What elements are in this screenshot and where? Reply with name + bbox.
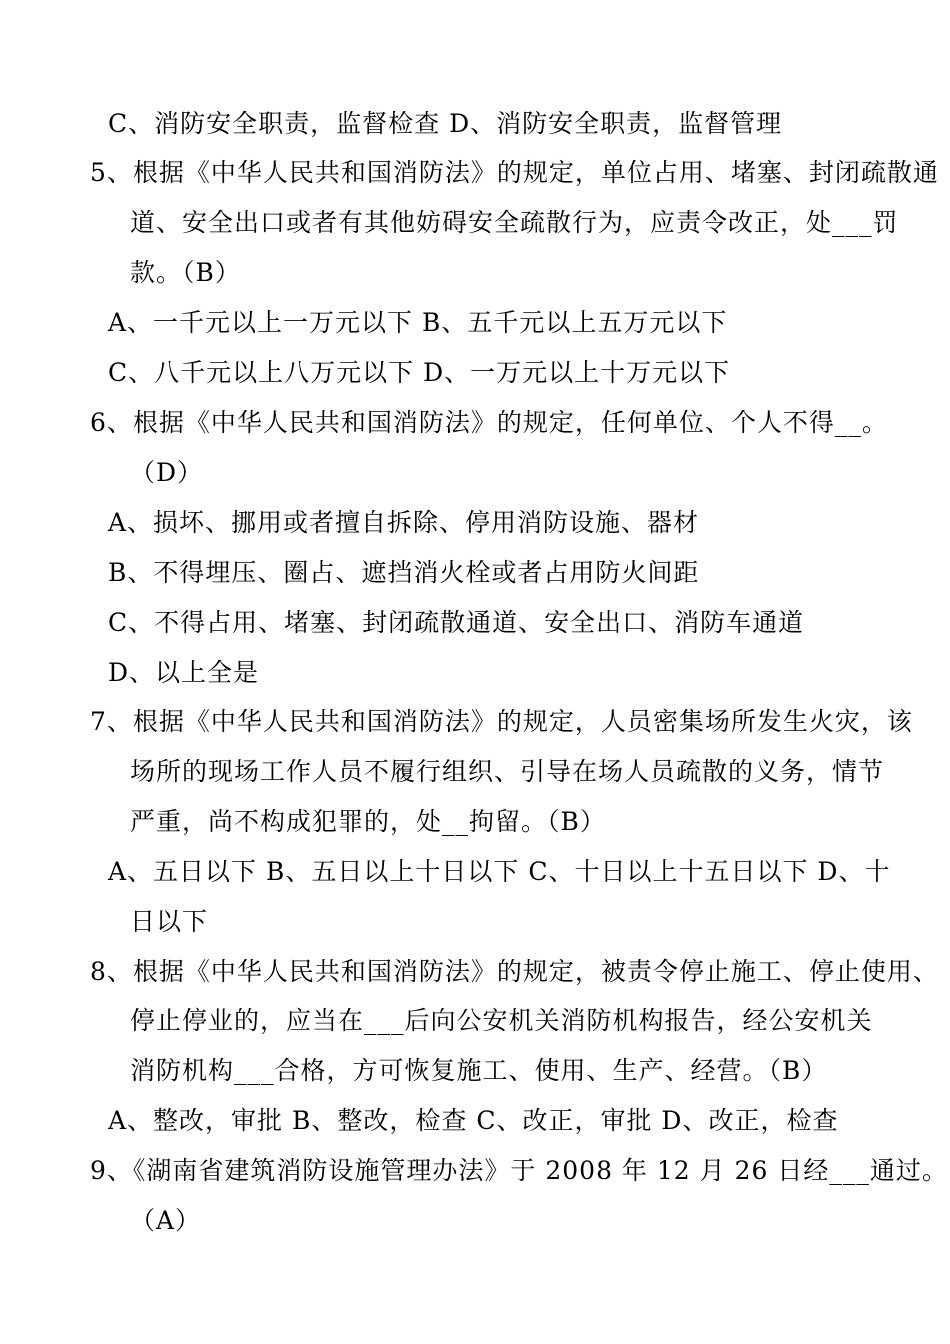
question-9-text: 9、《湖南省建筑消防设施管理办法》于 2008 年 12 月 26 日经___通过。 <box>90 1156 948 1185</box>
question-8-text: 8、根据《中华人民共和国消防法》的规定，被责令停止施工、停止使用、 <box>90 957 939 986</box>
question-7-text: 场所的现场工作人员不履行组织、引导在场人员疏散的义务，情节 <box>130 757 885 786</box>
option-line: B、不得埋压、圈占、遮挡消火栓或者占用防火间距 <box>108 558 700 587</box>
option-line: D、以上全是 <box>108 658 260 687</box>
option-line: A、损坏、挪用或者擅自拆除、停用消防设施、器材 <box>108 508 700 537</box>
option-line: C、不得占用、堵塞、封闭疏散通道、安全出口、消防车通道 <box>108 608 805 637</box>
question-6-text: （D） <box>130 458 204 487</box>
question-5-text: 道、安全出口或者有其他妨碍安全疏散行为，应责令改正，处___罚 <box>130 208 899 237</box>
question-6-text: 6、根据《中华人民共和国消防法》的规定，任何单位、个人不得__。 <box>90 408 888 437</box>
option-line: C、消防安全职责，监督检查 D、消防安全职责，监督管理 <box>108 109 783 138</box>
option-line: A、一千元以上一万元以下 B、五千元以上五万元以下 <box>108 308 728 337</box>
option-line: A、五日以下 B、五日以上十日以下 C、十日以上十五日以下 D、十 <box>108 857 891 886</box>
option-line: C、八千元以上八万元以下 D、一万元以上十万元以下 <box>108 358 731 387</box>
question-7-text: 7、根据《中华人民共和国消防法》的规定，人员密集场所发生火灾，该 <box>90 707 913 736</box>
question-8-text: 消防机构___合格，方可恢复施工、使用、生产、经营。（B） <box>130 1056 828 1085</box>
option-line: 日以下 <box>130 907 209 936</box>
question-8-text: 停止停业的，应当在___后向公安机关消防机构报告，经公安机关 <box>130 1006 873 1035</box>
question-9-text: （A） <box>130 1206 202 1235</box>
question-7-text: 严重，尚不构成犯罪的，处__拘留。（B） <box>130 807 606 836</box>
question-5-text: 款。（B） <box>130 258 241 287</box>
option-line: A、整改，审批 B、整改，检查 C、改正，审批 D、改正，检查 <box>108 1106 839 1135</box>
question-5-text: 5、根据《中华人民共和国消防法》的规定，单位占用、堵塞、封闭疏散通 <box>90 158 939 187</box>
